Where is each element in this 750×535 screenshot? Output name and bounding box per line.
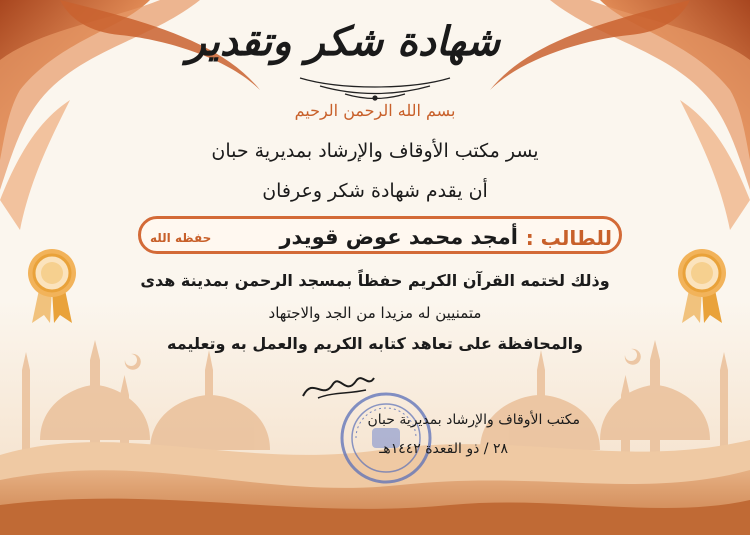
certificate-title: شهادة شكر وتقدير — [186, 18, 500, 65]
body-line-1: وذلك لختمه القرآن الكريم حفظاً بمسجد الرحمن بمدينة هدى — [140, 271, 610, 290]
offer-line: أن يقدم شهادة شكر وعرفان — [262, 180, 488, 202]
award-badge-icon — [22, 245, 82, 325]
intro-line: يسر مكتب الأوقاف والإرشاد بمديرية حبان — [211, 140, 539, 162]
student-name: أمجد محمد عوض قويدر — [279, 225, 518, 249]
honorific: حفظه الله — [150, 231, 212, 245]
basmala: بسم الله الرحمن الرحيم — [294, 101, 456, 120]
body-line-2: متمنيين له مزيدا من الجد والاجتهاد — [268, 304, 482, 322]
official-stamp — [336, 388, 436, 488]
award-badge-icon — [672, 245, 732, 325]
student-label: للطالب : — [525, 226, 612, 250]
issue-date: ٢٨ / ذو القعدة ١٤٤٢هـ — [379, 441, 508, 457]
issuer: مكتب الأوقاف والإرشاد بمديرية حبان — [367, 412, 580, 428]
body-line-3: والمحافظة على تعاهد كتابه الكريم والعمل به وتعليمه — [166, 334, 583, 353]
